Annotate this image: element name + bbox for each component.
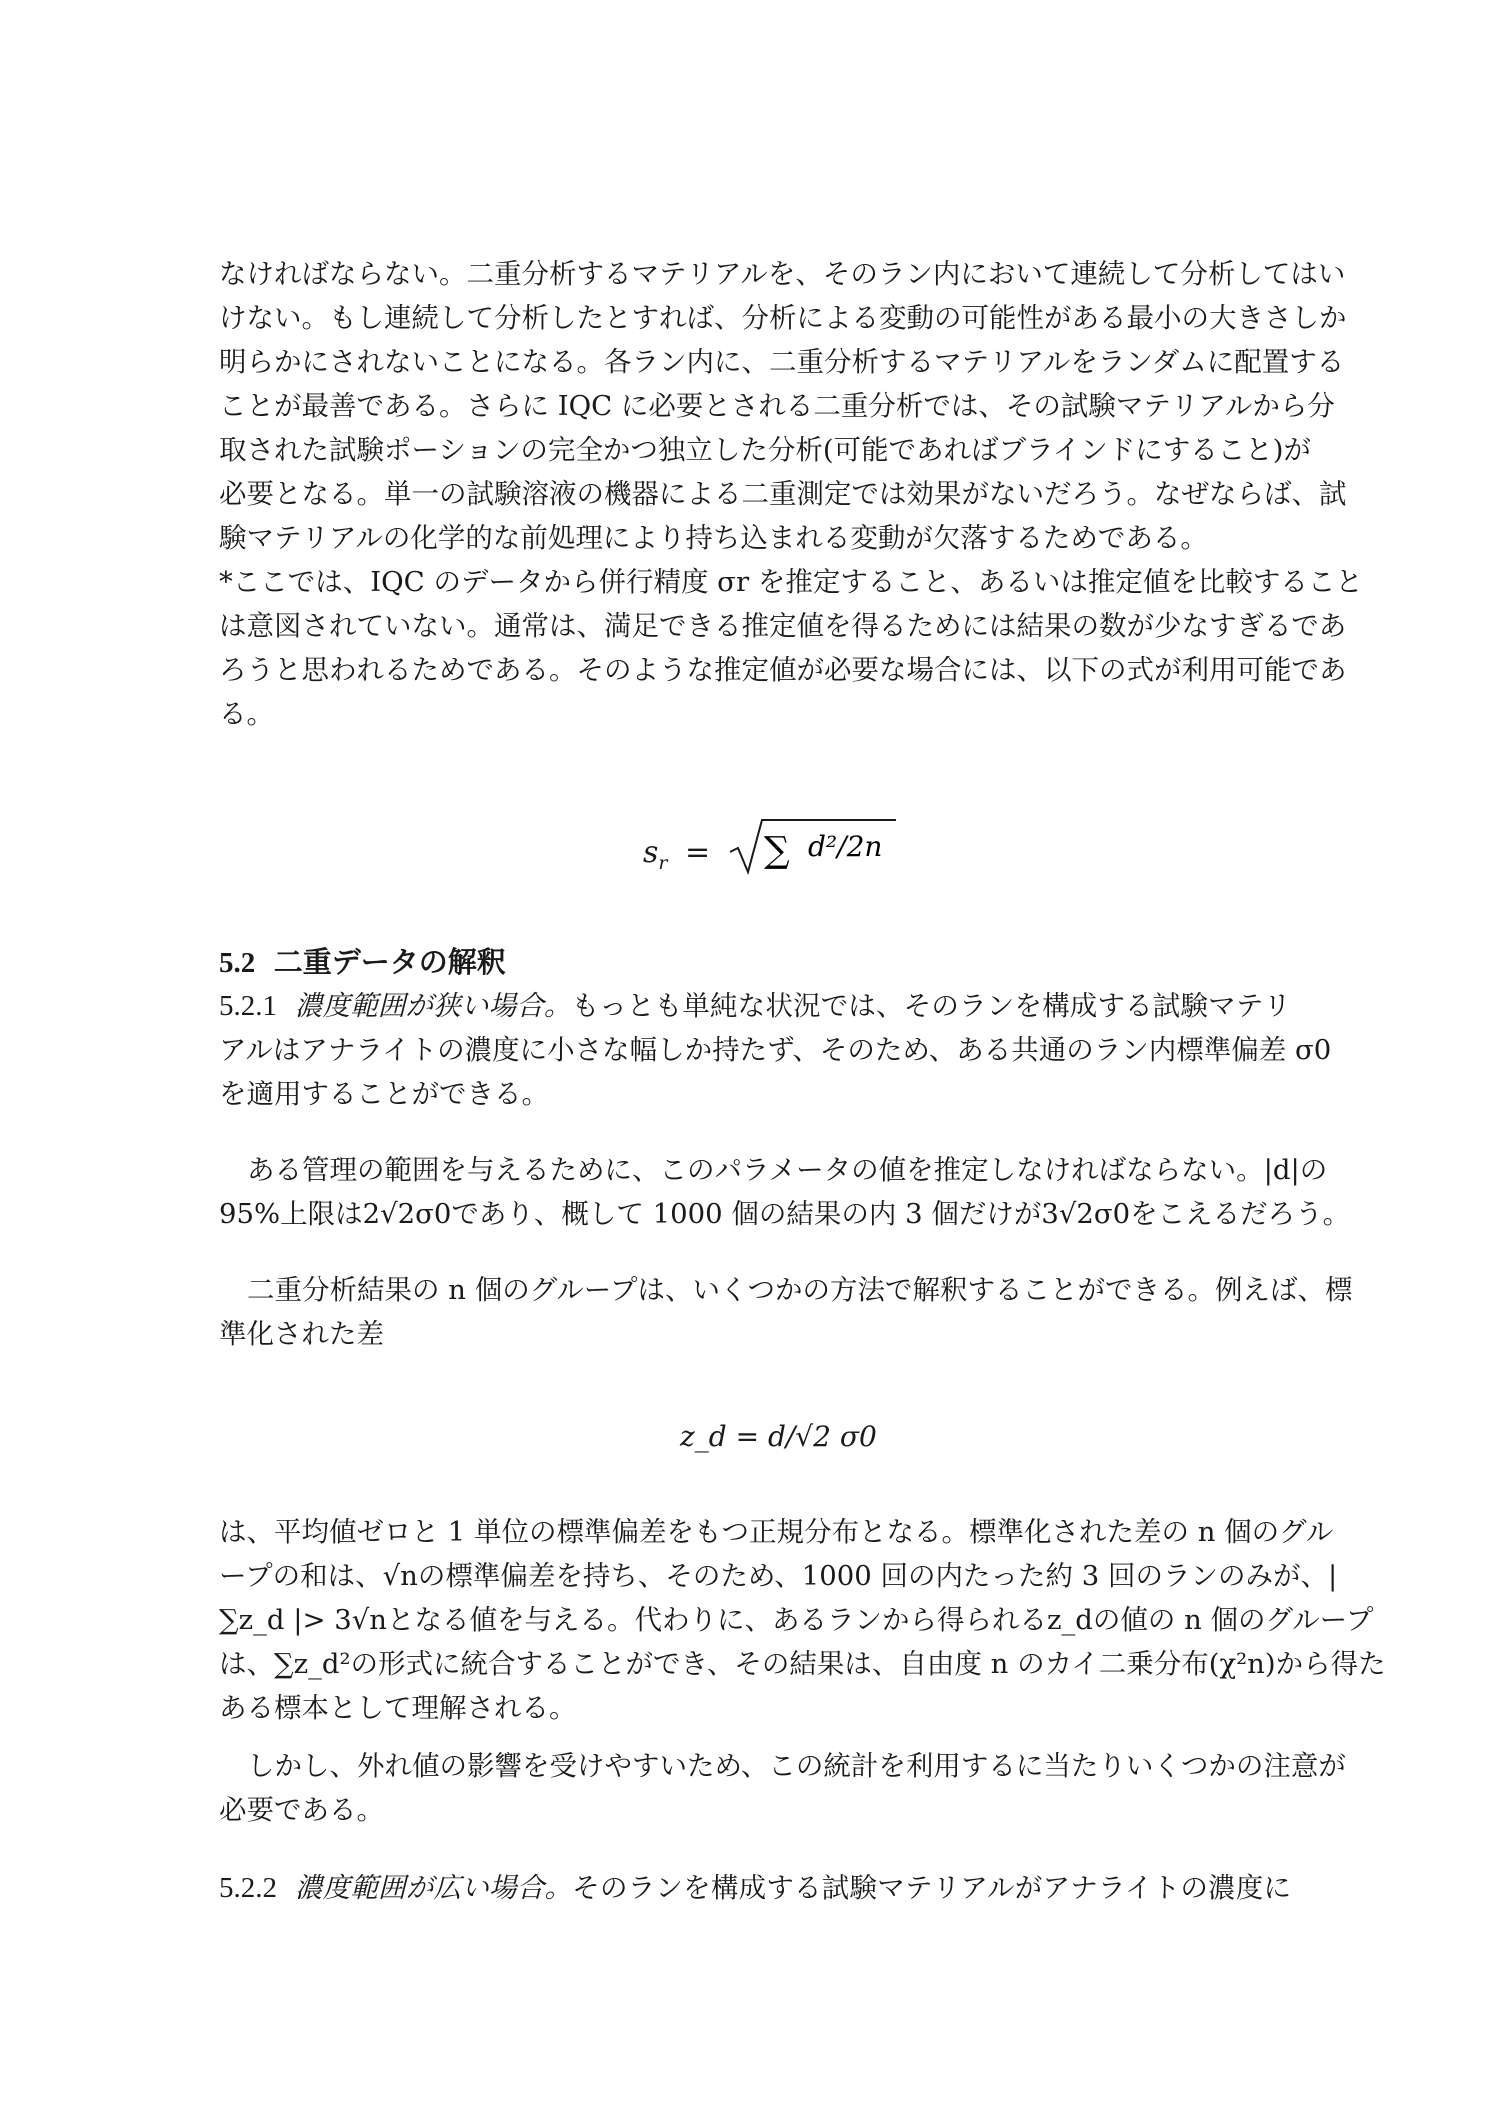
formula-sr: $s_r$ = ∑ d²/2n (643, 818, 898, 876)
para4-line-2: ープの和は、√nの標準偏差を持ち、そのため、1000 回の内たった約 3 回のランのみが、| (219, 1560, 1338, 1592)
para5-line-1: しかし、外れ値の影響を受けやすいため、この統計を利用するに当たりいくつかの注意が (247, 1750, 1346, 1782)
s521-line-2: アルはアナライトの濃度に小さな幅しか持たず、そのため、ある共通のラン内標準偏差 σ0 (219, 1034, 1332, 1066)
note-line-3: ろうと思われるためである。そのような推定値が必要な場合には、以下の式が利用可能であ (219, 654, 1347, 686)
svg-text:∑: ∑ (763, 830, 790, 871)
para5-line-2: 必要である。 (219, 1794, 384, 1826)
section-heading-5-2: 5.2 二重データの解釈 (219, 947, 506, 979)
note-line-2: は意図されていない。通常は、満足できる推定値を得るためには結果の数が少なすぎるであ (219, 610, 1347, 642)
para4-line-5: ある標本として理解される。 (219, 1692, 577, 1724)
para1-line-5: 取された試験ポーションの完全かつ独立した分析(可能であればブラインドにすること)が (219, 434, 1312, 466)
para2-line-2: 95%上限は2√2σ0であり、概して 1000 個の結果の内 3 個だけが3√2σ0をこえるだろう。 (219, 1198, 1351, 1230)
para1-line-3: 明らかにされないことになる。各ラン内に、二重分析するマテリアルをランダムに配置する (219, 346, 1345, 378)
s521-line-3: を適用することができる。 (219, 1078, 549, 1110)
s522-line-1: 5.2.2 濃度範囲が広い場合。そのランを構成する試験マテリアルがアナライトの濃度に (219, 1872, 1292, 1904)
s521-line-1: 5.2.1 濃度範囲が狭い場合。もっとも単純な状況では、そのランを構成する試験マテリ (219, 990, 1292, 1022)
para2-line-1: ある管理の範囲を与えるために、このパラメータの値を推定しなければならない。|d|の (247, 1154, 1328, 1186)
para4-line-4: は、∑z_d²の形式に統合することができ、その結果は、自由度 n のカイ二乗分布(χ²n)から得た (219, 1648, 1386, 1680)
para3-line-1: 二重分析結果の n 個のグループは、いくつかの方法で解釈することができる。例えば、標 (247, 1274, 1353, 1306)
para1-line-2: けない。もし連続して分析したとすれば、分析による変動の可能性がある最小の大きさしか (219, 302, 1347, 334)
para1-line-4: ことが最善である。さらに IQC に必要とされる二重分析では、その試験マテリアルから分 (219, 390, 1335, 422)
note-line-4: る。 (219, 698, 274, 730)
svg-text:d²/2n: d²/2n (807, 830, 883, 863)
para4-line-3: ∑z_d |> 3√nとなる値を与える。代わりに、あるランから得られるz_dの値の n 個のグループ (219, 1604, 1374, 1636)
note-line-1: *ここでは、IQC のデータから併行精度 σr を推定すること、あるいは推定値を比較すること (219, 566, 1363, 598)
para1-line-6: 必要となる。単一の試験溶液の機器による二重測定では効果がないだろう。なぜならば、試 (219, 478, 1347, 510)
para1-line-1: なければならない。二重分析するマテリアルを、そのラン内において連続して分析してはい (219, 258, 1346, 290)
formula-zd: z_d = d/√2 σ0 (680, 1420, 877, 1453)
para3-line-2: 準化された差 (219, 1318, 384, 1350)
para1-line-7: 験マテリアルの化学的な前処理により持ち込まれる変動が欠落するためである。 (219, 522, 1208, 554)
sqrt-icon (728, 818, 898, 876)
para4-line-1: は、平均値ゼロと 1 単位の標準偏差をもつ正規分布となる。標準化された差の n 個のグル (219, 1516, 1334, 1548)
